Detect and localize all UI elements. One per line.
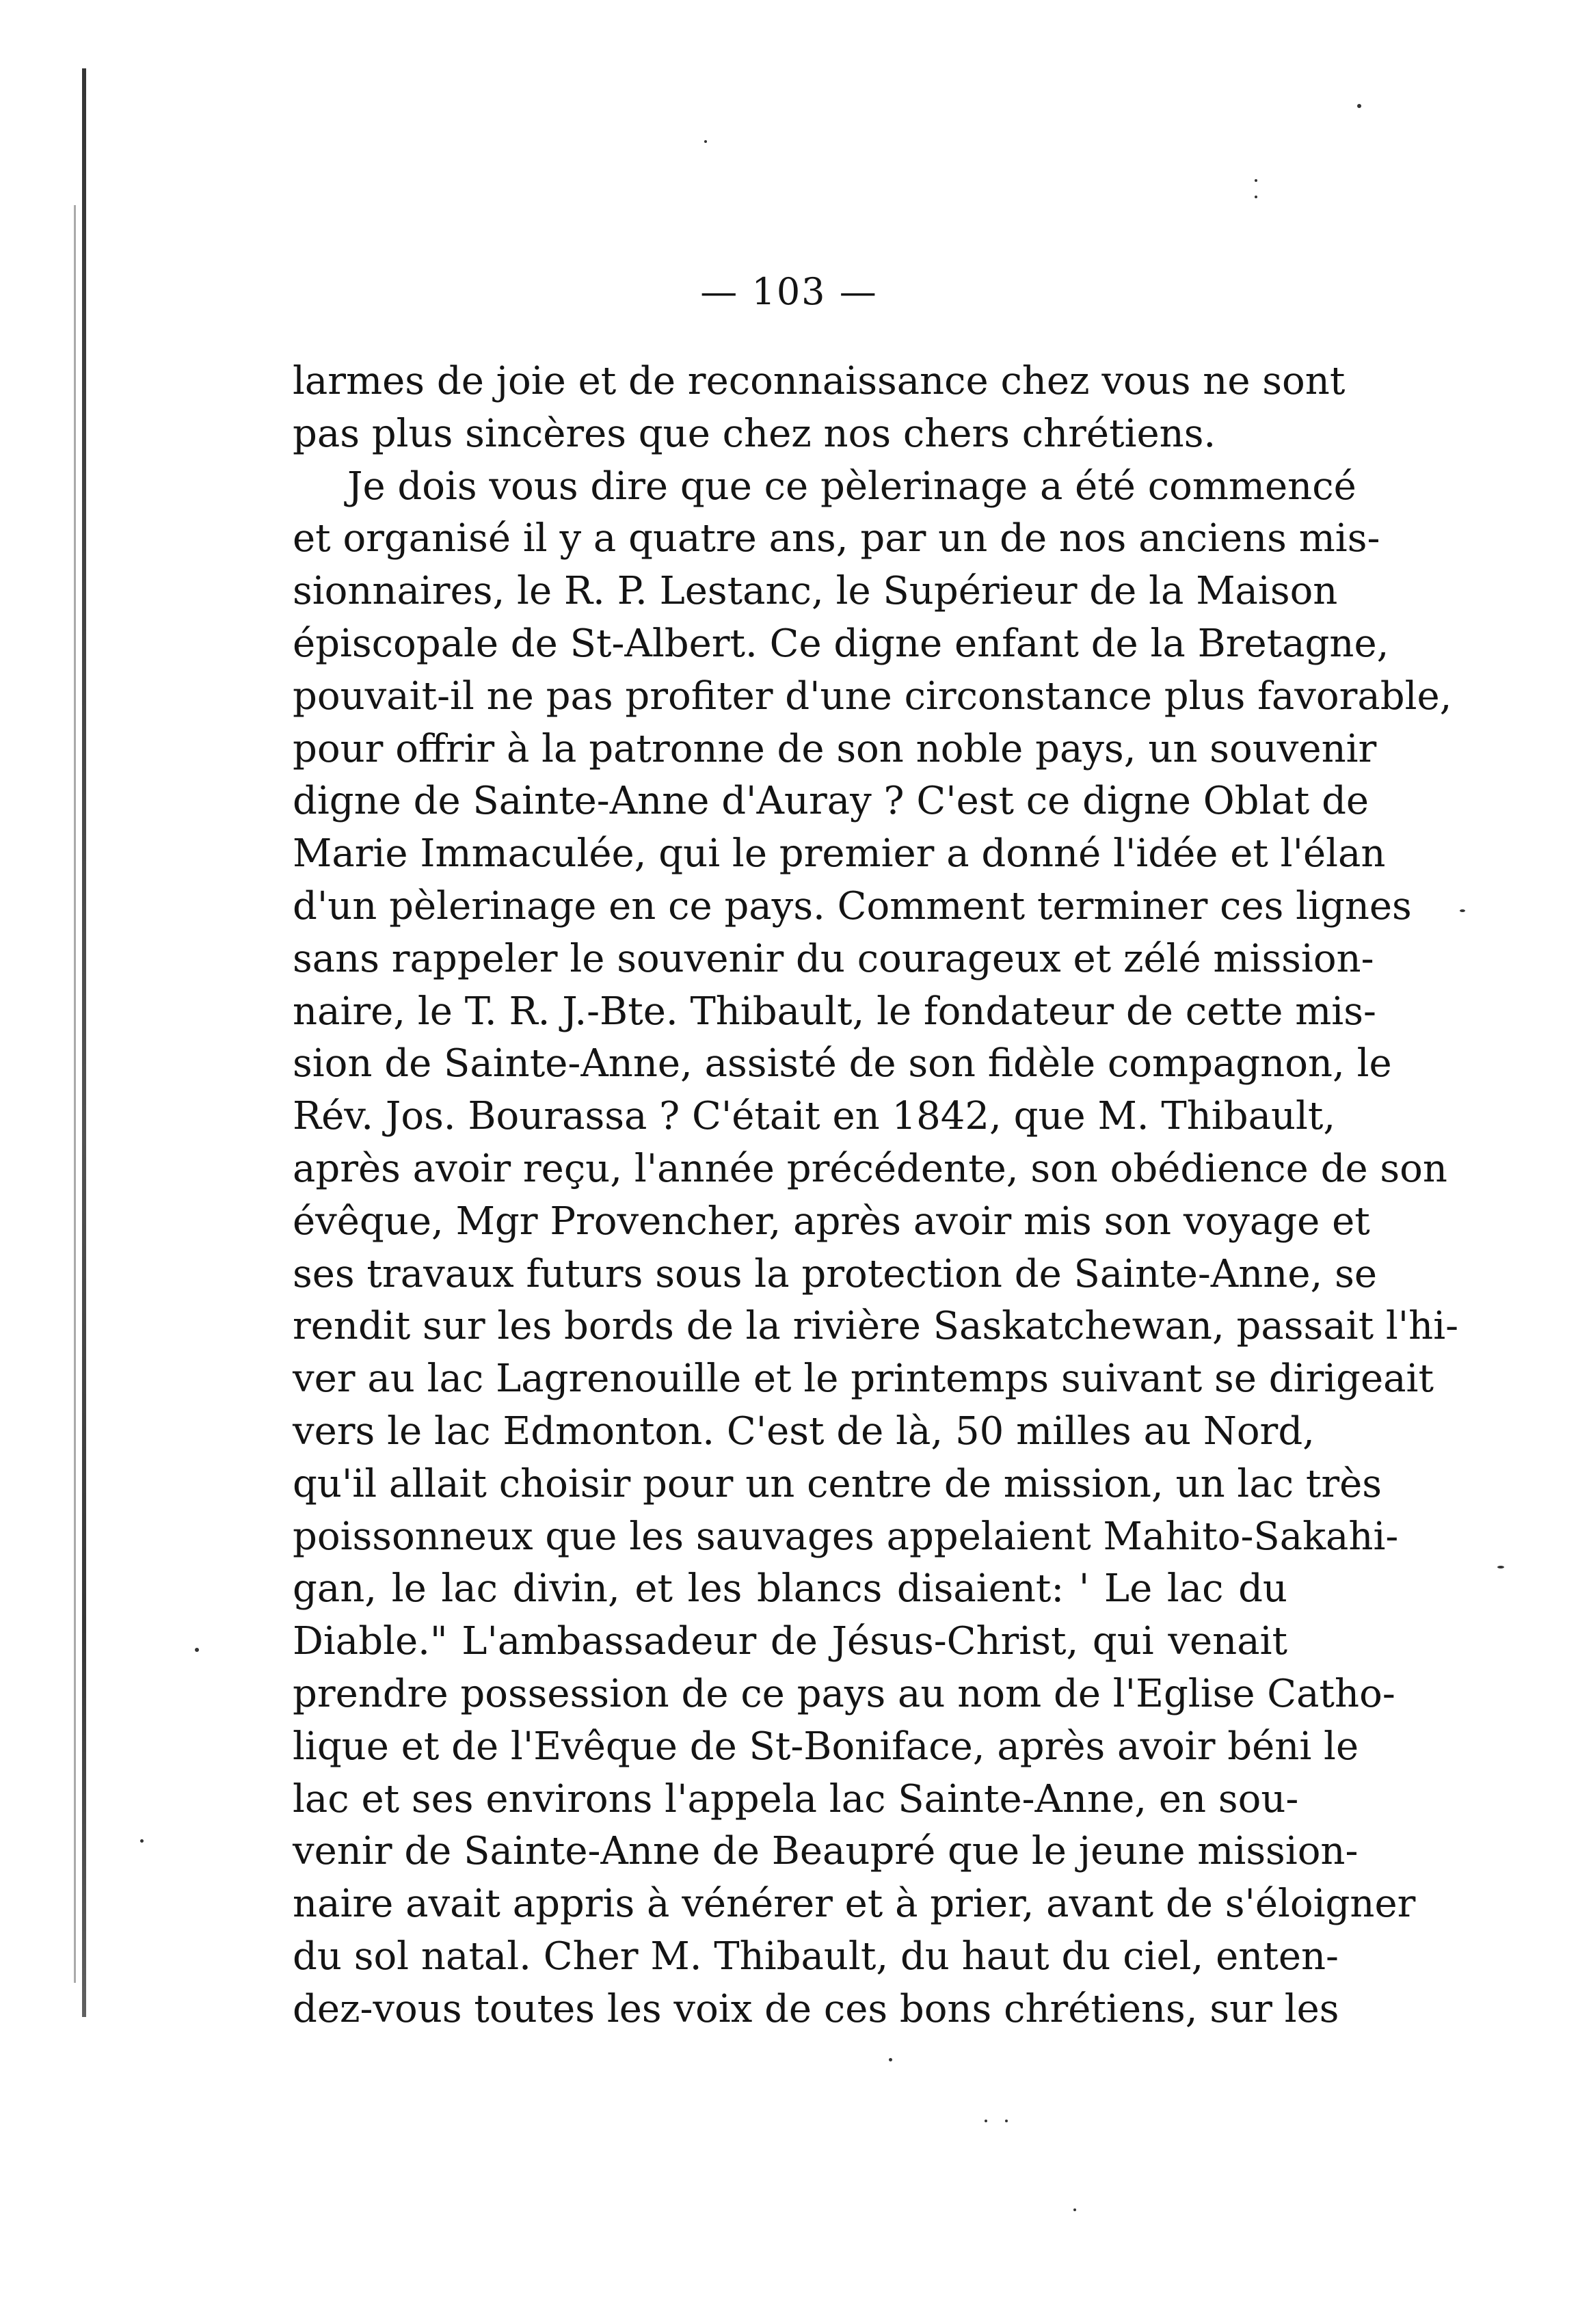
text-line: sans rappeler le souvenir du courageux et zélé mission- <box>293 936 1374 981</box>
text-line: dez-vous toutes les voix de ces bons chrétiens, sur les <box>293 1986 1339 2031</box>
paper-speck <box>1357 104 1361 108</box>
text-line: Diable." L'ambassadeur de Jésus-Christ, qui venait <box>293 1619 1287 1664</box>
text-line: gan, le lac divin, et les blancs disaient: ' Le lac du <box>293 1566 1287 1612</box>
paper-speck <box>1255 196 1257 198</box>
text-line: Marie Immaculée, qui le premier a donné l'idée et l'élan <box>293 831 1386 877</box>
text-line: lac et ses environs l'appela lac Sainte-Anne, en sou- <box>293 1776 1299 1821</box>
text-line: d'un pèlerinage en ce pays. Comment terminer ces lignes <box>293 883 1412 929</box>
text-line: après avoir reçu, l'année précédente, son obédience de son <box>293 1146 1447 1191</box>
text-line: du sol natal. Cher M. Thibault, du haut du ciel, enten- <box>293 1934 1339 1979</box>
text-line: naire, le T. R. J.-Bte. Thibault, le fondateur de cette mis- <box>293 989 1376 1034</box>
paper-speck <box>140 1839 144 1843</box>
text-line: rendit sur les bords de la rivière Saskatchewan, passait l'hi- <box>293 1304 1459 1349</box>
text-line: prendre possession de ce pays au nom de l'Eglise Catho- <box>293 1671 1395 1716</box>
paper-speck <box>704 140 707 143</box>
text-line: larmes de joie et de reconnaissance chez vous ne sont <box>293 359 1346 403</box>
text-line: évêque, Mgr Provencher, après avoir mis son voyage et <box>293 1199 1370 1244</box>
paper-speck <box>1255 179 1257 182</box>
binding-edge-shadow <box>82 68 86 2017</box>
text-line: lique et de l'Evêque de St-Boniface, après avoir béni le <box>293 1724 1359 1769</box>
text-line: pas plus sincères que chez nos chers chrétiens. <box>293 411 1216 456</box>
text-line: ver au lac Lagrenouille et le printemps suivant se dirigeait <box>293 1357 1434 1402</box>
page-number: — 103 — <box>700 270 878 313</box>
text-line: pouvait-il ne pas profiter d'une circonstance plus favorable, <box>293 673 1452 719</box>
text-line: et organisé il y a quatre ans, par un de nos anciens mis- <box>293 516 1380 561</box>
text-line: pour offrir à la patronne de son noble pays, un souvenir <box>293 726 1377 771</box>
text-line: venir de Sainte-Anne de Beaupré que le jeune mission- <box>293 1829 1359 1874</box>
text-line: ses travaux futurs sous la protection de Sainte-Anne, se <box>293 1251 1377 1296</box>
binding-edge-line <box>74 205 76 1983</box>
text-line: sion de Sainte-Anne, assisté de son fidèle compagnon, le <box>293 1041 1392 1086</box>
text-line: Je dois vous dire que ce pèlerinage a été commencé <box>347 464 1356 509</box>
text-line: Rév. Jos. Bourassa ? C'était en 1842, que M. Thibault, <box>293 1094 1336 1139</box>
text-line: sionnaires, le R. P. Lestanc, le Supérieur de la Maison <box>293 569 1338 614</box>
paper-speck <box>1073 2208 1076 2211</box>
paper-speck <box>985 2120 987 2122</box>
paper-speck <box>1497 1566 1504 1568</box>
text-line: naire avait appris à vénérer et à prier, avant de s'éloigner <box>293 1882 1416 1927</box>
text-line: qu'il allait choisir pour un centre de mission, un lac très <box>293 1461 1382 1506</box>
text-line: poissonneux que les sauvages appelaient Mahito-Sakahi- <box>293 1514 1399 1559</box>
paper-speck <box>1460 909 1465 912</box>
paper-speck <box>1005 2120 1008 2122</box>
paper-speck <box>195 1648 199 1652</box>
text-line: vers le lac Edmonton. C'est de là, 50 milles au Nord, <box>293 1408 1315 1454</box>
body-text <box>293 356 1459 2036</box>
text-line: épiscopale de St-Albert. Ce digne enfant de la Bretagne, <box>293 621 1389 666</box>
paper-speck <box>889 2058 892 2061</box>
text-line: digne de Sainte-Anne d'Auray ? C'est ce digne Oblat de <box>293 779 1369 824</box>
